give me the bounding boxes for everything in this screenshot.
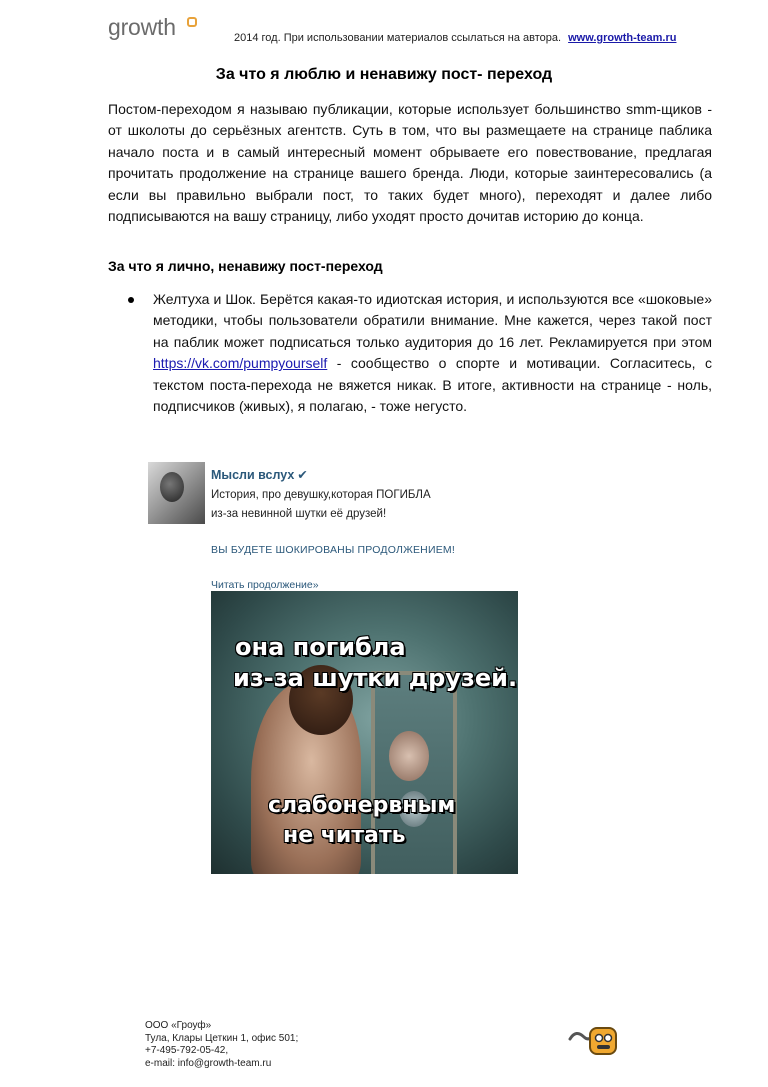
- vk-author-label: Мысли вслух: [211, 468, 295, 482]
- pumpyourself-link[interactable]: https://vk.com/pumpyourself: [153, 355, 328, 372]
- image-caption-3: слабонервным: [268, 793, 456, 818]
- vk-post-screenshot: [209, 458, 518, 874]
- article-title: За что я люблю и ненавижу пост- переход: [215, 66, 553, 83]
- footer-company: ООО «Гроуф»: [145, 1020, 212, 1031]
- growth-logo: [108, 14, 176, 48]
- bullet-text-after: - сообщество о спорте и мотивации. Согласитесь, с текстом поста-перехода не вяжется никак. В итоге, активности на странице - ноль, подписчиков (живых), я полагаю, - тоже негусто.: [153, 355, 712, 415]
- header-site-link[interactable]: www.growth-team.ru: [568, 32, 677, 44]
- vk-post-image: [211, 591, 518, 874]
- image-caption-4: не читать: [283, 823, 406, 848]
- intro-paragraph: Постом-переходом я называю публикации, которые использует большинство smm-щиков - от школоты до серьёзных агентств. Суть в том, что вы размещаете на странице паблика начало поста и в самый интересный момент обрываете его повествование, предлагая прочитать продолжение на странице вашего бренда. Люди, которые заинтересовались (а если вы правильно выбрали пост, то таких будет много), переходят и далее либо подписываются на вашу страницу, либо уходят просто дочитав историю до конца.: [108, 101, 712, 225]
- image-caption-2: из-за шутки друзей.: [233, 664, 518, 692]
- footer-email: e-mail: info@growth-team.ru: [145, 1057, 272, 1069]
- bullet-list: [108, 289, 712, 417]
- vk-text-line-2: из-за невинной шутки её друзей!: [211, 508, 387, 520]
- image-caption-1: она погибла: [235, 633, 406, 661]
- bullet-text-before: Желтуха и Шок. Берётся какая-то идиотская история, и используются все «шоковые» методики, чтобы пользователи обратили внимание. Мне кажется, через такой пост на паблик может подписаться только аудитория до 16 лет. Рекламируется при этом: [153, 291, 712, 350]
- section-subheading: За что я лично, ненавижу пост-переход: [108, 258, 383, 274]
- footer-address: Тула, Клары Цеткин 1, офис 501;: [145, 1032, 299, 1044]
- list-item: [108, 289, 712, 417]
- vk-text-line-1: История, про девушку,которая ПОГИБЛА: [211, 489, 431, 501]
- avatar: [148, 462, 205, 524]
- vk-author-name: [211, 467, 308, 482]
- vk-shock-text: ВЫ БУДЕТЕ ШОКИРОВАНЫ ПРОДОЛЖЕНИЕМ!: [211, 544, 455, 556]
- header-note: [234, 32, 676, 44]
- bullet-icon: [128, 297, 134, 303]
- footer-phone: +7-495-792-05-42,: [145, 1045, 229, 1056]
- vk-read-more-link: Читать продолжение»: [211, 579, 319, 591]
- logo-text: growth: [108, 14, 176, 40]
- reflection-face-shape: [389, 731, 429, 781]
- header-note-text: 2014 год. При использовании материалов ссылаться на автора.: [234, 32, 562, 44]
- logo-badge-icon: [187, 17, 197, 27]
- growth-mascot-icon: [568, 1025, 620, 1057]
- vk-post-text: [211, 486, 431, 524]
- verified-check-icon: ✔: [297, 468, 308, 482]
- footer-contacts: [145, 1020, 298, 1070]
